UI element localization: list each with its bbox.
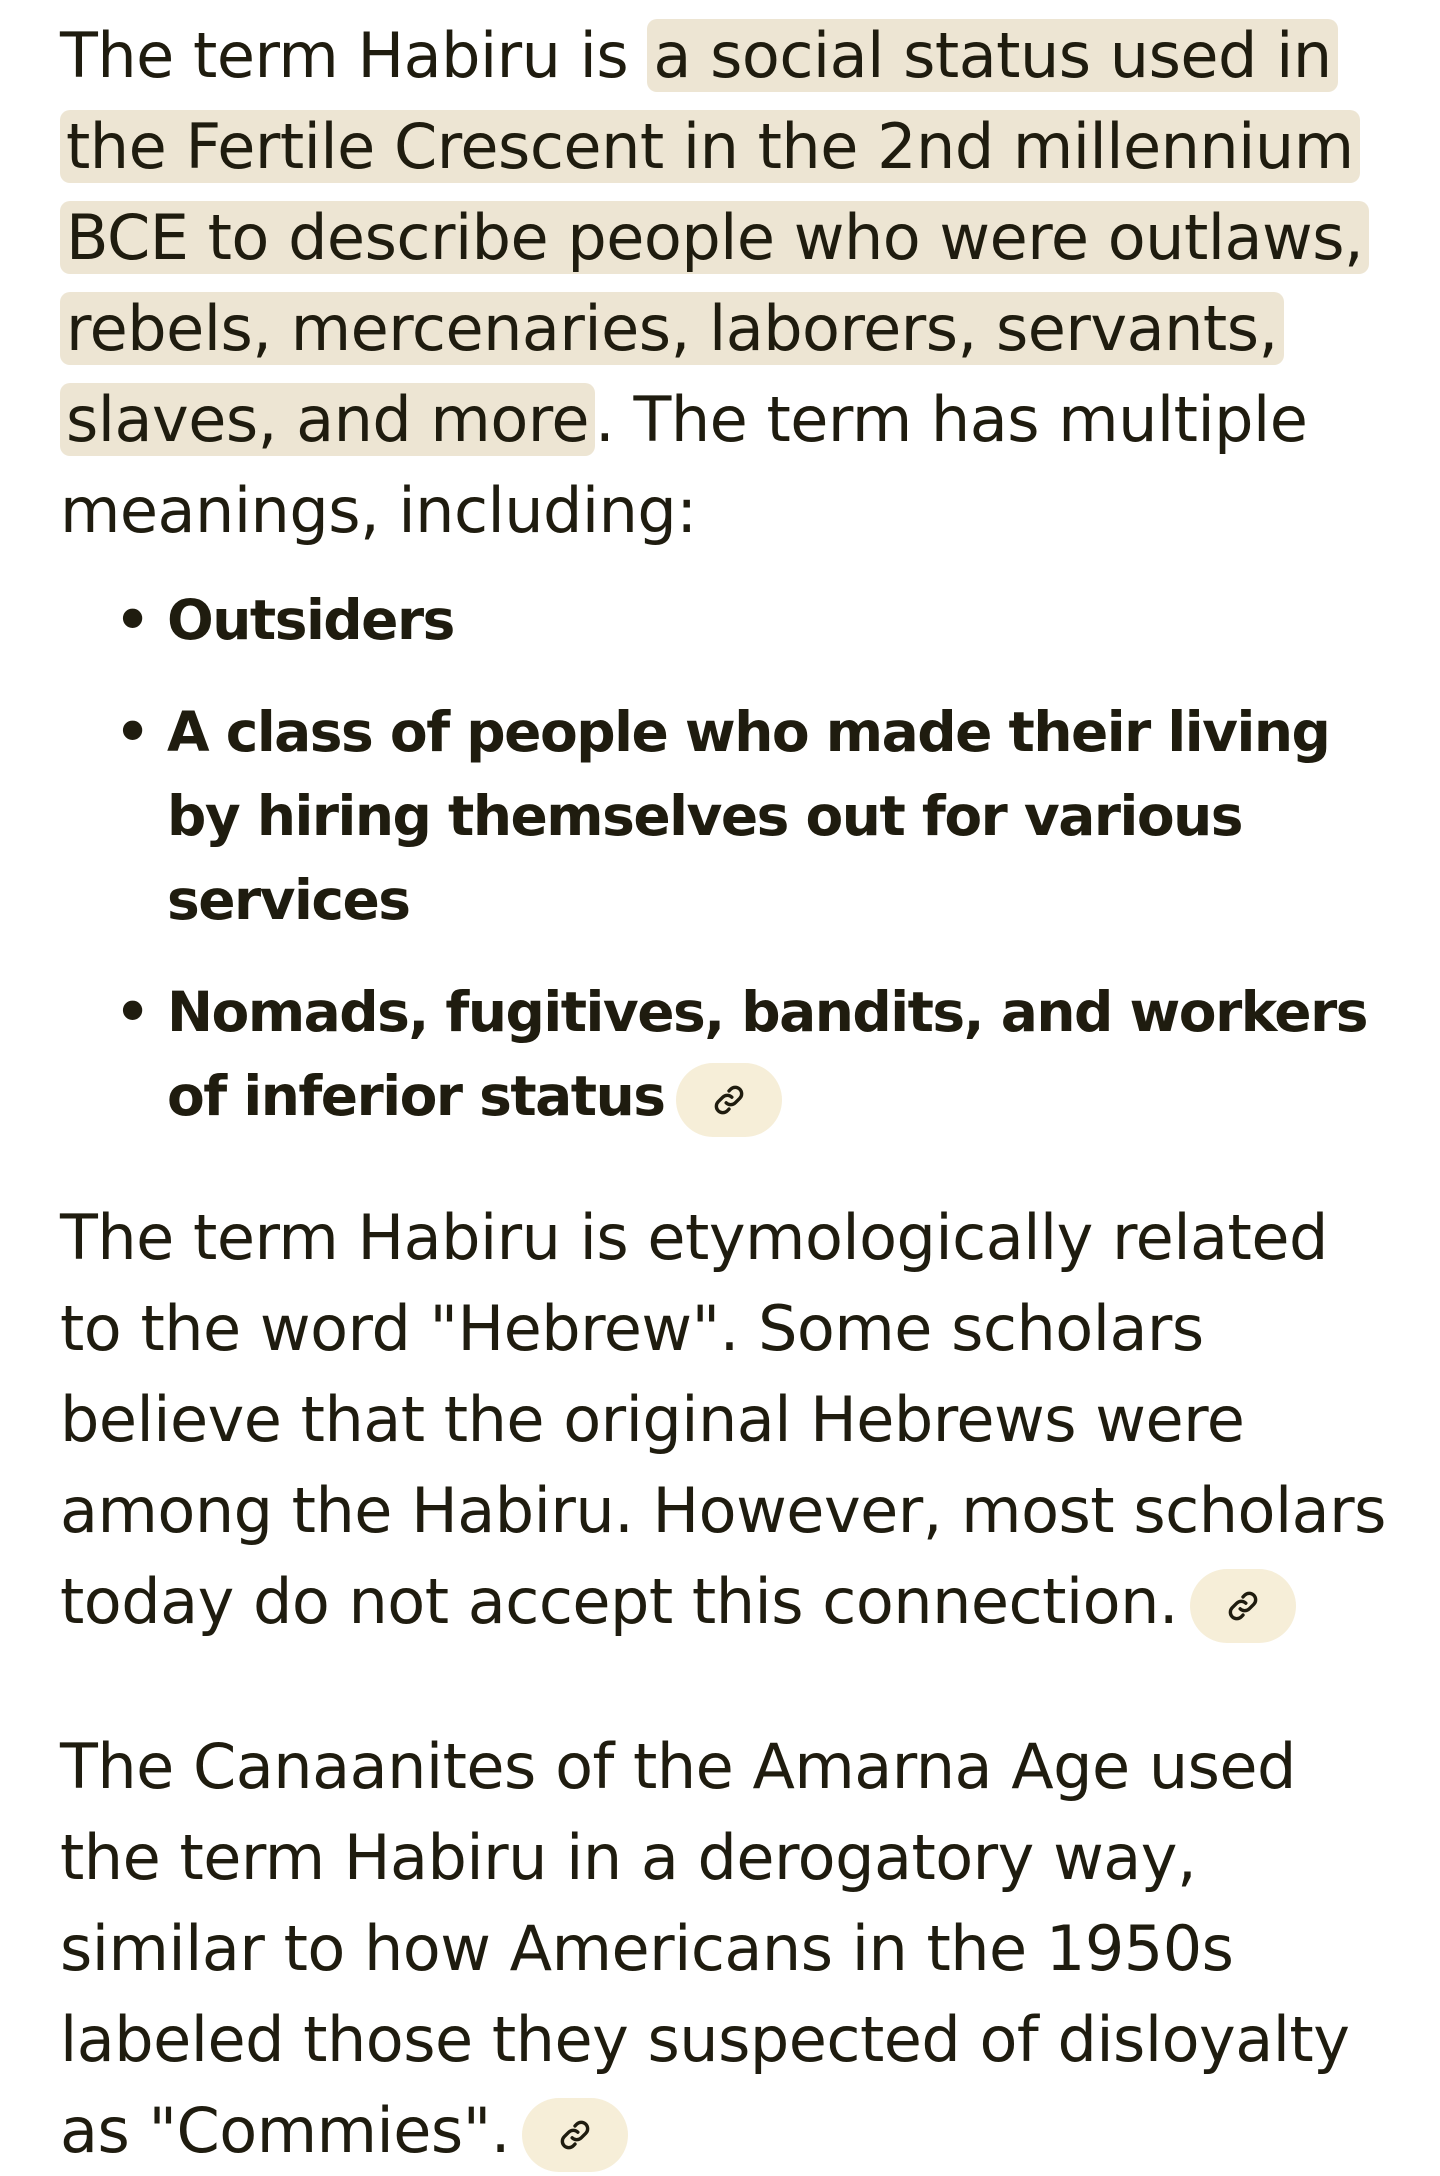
bullet: • [115,700,149,764]
list-item-text: Nomads, fugitives, bandits, and workers of inferior status [167,980,1367,1128]
link-icon [712,1083,746,1117]
intro-tail: . The term has multiple meanings, including: [60,383,1308,547]
intro-lead: The term Habiru is [60,19,648,92]
citation-chip[interactable] [522,2098,628,2172]
etymology-paragraph [60,1192,1400,1647]
meanings-list [60,578,1400,1138]
link-icon [1226,1589,1260,1623]
link-icon [558,2118,592,2152]
intro-paragraph [60,10,1400,556]
bullet: • [115,588,149,652]
citation-chip[interactable] [1190,1569,1296,1643]
list-item-text: A class of people who made their living by hiring themselves out for various services [167,700,1330,932]
list-item [60,690,1400,942]
list-item-text: Outsiders [167,588,454,652]
citation-chip[interactable] [676,1063,782,1137]
list-item [60,578,1400,662]
list-item [60,970,1400,1138]
highlighted-definition[interactable]: a social status used in the Fertile Crescent in the 2nd millennium BCE to describe people who were outlaws, rebels, mercenaries, laborers, servants, slaves, and more [60,19,1369,456]
etymology-text: The term Habiru is etymologically related to the word "Hebrew". Some scholars believe that the original Hebrews were among the Habiru. However, most scholars today do not accept this connection. [60,1201,1386,1638]
canaanites-text: The Canaanites of the Amarna Age used the term Habiru in a derogatory way, similar to how Americans in the 1950s labeled those they suspected of disloyalty as "Commies". [60,1730,1350,2167]
bullet: • [115,980,149,1044]
canaanites-paragraph [60,1721,1400,2176]
response-content [60,10,1400,2176]
